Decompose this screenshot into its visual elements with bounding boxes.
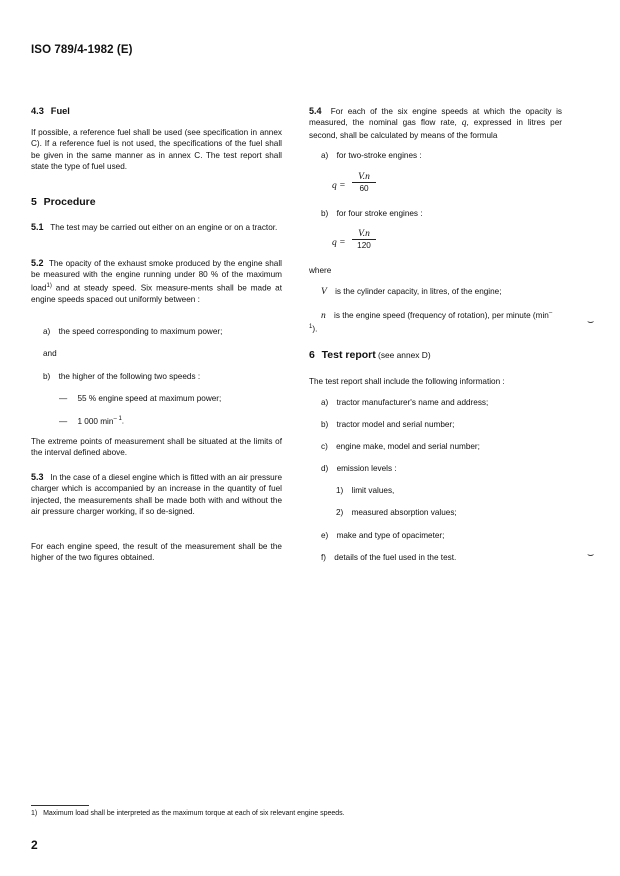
section-number: 5.3 bbox=[31, 472, 44, 482]
report-item-b bbox=[309, 419, 562, 430]
section-5-3-paragraph bbox=[31, 472, 282, 517]
section-5-heading bbox=[31, 197, 282, 208]
section-title: Test report bbox=[321, 349, 376, 361]
fraction-numerator: V.n bbox=[358, 172, 370, 182]
list-text: measured absorption values; bbox=[351, 508, 457, 517]
definition-v bbox=[309, 286, 562, 298]
section-number: 5.4 bbox=[309, 106, 322, 116]
section-6-heading bbox=[309, 350, 562, 361]
document-header: ISO 789/4-1982 (E) bbox=[31, 44, 133, 56]
section-number: 5 bbox=[31, 196, 37, 208]
symbol-v: V bbox=[321, 287, 327, 297]
list-text: emission levels : bbox=[336, 464, 397, 473]
formula-1-fraction bbox=[352, 172, 376, 193]
list-marker: b) bbox=[321, 209, 329, 218]
each-speed-text: For each engine speed, the result of the measurement shall be the higher of the two figures obtained. bbox=[31, 542, 282, 563]
list-text: limit values, bbox=[351, 486, 395, 495]
symbol-n: n bbox=[321, 310, 326, 321]
list-marker: a) bbox=[321, 398, 329, 407]
fraction-numerator: V.n bbox=[358, 229, 370, 239]
dash-end: . bbox=[121, 416, 125, 426]
list-text: for two-stroke engines : bbox=[336, 151, 422, 160]
two-stroke-item bbox=[309, 150, 562, 161]
fraction-denominator: 120 bbox=[352, 239, 376, 250]
list-marker: a) bbox=[43, 327, 51, 336]
section-5-1-paragraph bbox=[31, 222, 282, 233]
page-number: 2 bbox=[31, 838, 38, 852]
list-marker: b) bbox=[321, 420, 329, 429]
paragraph-text: For each of the six engine speeds at which the opacity is measured, the nominal gas flow rate, bbox=[309, 107, 562, 128]
footnote-ref: 1) bbox=[46, 282, 52, 289]
list-text: tractor model and serial number; bbox=[336, 420, 455, 429]
section-number: 6 bbox=[309, 349, 315, 361]
dash-item-2 bbox=[31, 414, 282, 427]
paragraph-text: In the case of a diesel engine which is fitted with an air pressure charger which is accompanied by an increase in the quantity of fuel injected, the measurements shall be made both with and without the air pressure charger working, if so de-signed. bbox=[31, 473, 282, 516]
paragraph-text: The test may be carried out either on an engine or on a tractor. bbox=[50, 223, 278, 232]
list-item-b bbox=[31, 371, 282, 382]
section-5-4-paragraph bbox=[309, 106, 562, 141]
paragraph-text: and at steady speed. Six measure-ments shall be made at engine speeds spaced out uniformly between : bbox=[31, 283, 282, 304]
section-4-3-text: If possible, a reference fuel shall be used (see specification in annex C). If a reference fuel is not used, the specifications of the fuel shall be given in the same manner as in annex C. The test report shall state the type of fuel used. bbox=[31, 128, 282, 171]
report-item-e bbox=[309, 530, 562, 541]
formula-lhs: q = bbox=[332, 238, 346, 248]
list-text: tractor manufacturer's name and address; bbox=[336, 398, 489, 407]
footnote-rule bbox=[31, 805, 89, 806]
dash-text: 55 % engine speed at maximum power; bbox=[77, 394, 222, 403]
list-marker: 1) bbox=[336, 486, 344, 495]
four-stroke-item bbox=[309, 208, 562, 219]
section-title: Procedure bbox=[43, 196, 96, 208]
report-item-c bbox=[309, 441, 562, 452]
formula-2-lhs bbox=[332, 237, 346, 248]
report-item-f bbox=[309, 552, 562, 563]
formula-lhs: q = bbox=[332, 181, 346, 191]
report-item-d bbox=[309, 463, 562, 474]
section-number: 5.1 bbox=[31, 222, 44, 232]
dash-marker: — bbox=[59, 394, 68, 403]
definition-n bbox=[309, 308, 562, 335]
paragraph-text: The opacity of the exhaust smoke produced by the engine shall be measured with the engine running under 80 % of the maximum load bbox=[31, 259, 282, 293]
section-number: 4.3 bbox=[31, 106, 44, 116]
section-number: 5.2 bbox=[31, 258, 44, 268]
symbol-q: q bbox=[461, 118, 467, 129]
and-text: and bbox=[43, 349, 57, 358]
list-text: details of the fuel used in the test. bbox=[334, 553, 457, 562]
formula-2-fraction bbox=[352, 229, 376, 250]
report-subitem-1 bbox=[309, 485, 562, 496]
list-marker: f) bbox=[321, 553, 327, 562]
dash-marker: — bbox=[59, 416, 68, 426]
test-report-intro: The test report shall include the following information : bbox=[309, 377, 505, 386]
list-text: the speed corresponding to maximum power; bbox=[58, 327, 223, 336]
list-marker: 2) bbox=[336, 508, 344, 517]
section-5-2-paragraph bbox=[31, 258, 282, 305]
where-text: where bbox=[309, 266, 332, 275]
section-4-3-heading bbox=[31, 106, 282, 117]
section-title: Fuel bbox=[50, 106, 70, 116]
report-subitem-2 bbox=[309, 507, 562, 518]
definition-text: is the engine speed (frequency of rotation), per minute (min bbox=[334, 310, 549, 320]
list-text: engine make, model and serial number; bbox=[336, 442, 480, 451]
list-text: the higher of the following two speeds : bbox=[58, 372, 201, 381]
superscript: – 1 bbox=[309, 310, 553, 331]
section-ref: (see annex D) bbox=[378, 350, 431, 360]
list-marker: a) bbox=[321, 151, 329, 160]
list-text: make and type of opacimeter; bbox=[336, 531, 445, 540]
dash-text: 1 000 min bbox=[77, 416, 114, 426]
extreme-points-text: The extreme points of measurement shall be situated at the limits of the interval defined above. bbox=[31, 437, 282, 458]
paragraph-text: , expressed in litres per second, shall be calculated by means of the formula bbox=[309, 118, 562, 140]
list-item-a bbox=[31, 326, 282, 337]
fraction-denominator: 60 bbox=[352, 182, 376, 193]
margin-mark: ⌣ bbox=[587, 549, 595, 561]
list-marker: d) bbox=[321, 464, 329, 473]
footnote bbox=[31, 810, 345, 817]
dash-item-1 bbox=[31, 393, 282, 404]
list-text: for four stroke engines : bbox=[336, 209, 423, 218]
list-marker: b) bbox=[43, 372, 51, 381]
margin-mark: ⌣ bbox=[587, 316, 595, 328]
footnote-text: Maximum load shall be interpreted as the maximum torque at each of six relevant engine speeds. bbox=[43, 810, 345, 817]
list-marker: e) bbox=[321, 531, 329, 540]
superscript: – 1 bbox=[113, 416, 122, 422]
list-marker: c) bbox=[321, 442, 328, 451]
report-item-a bbox=[309, 397, 562, 408]
definition-end: ). bbox=[312, 324, 318, 334]
formula-1-lhs bbox=[332, 180, 346, 191]
definition-text: is the cylinder capacity, in litres, of the engine; bbox=[335, 287, 502, 296]
footnote-marker: 1) bbox=[31, 810, 38, 817]
